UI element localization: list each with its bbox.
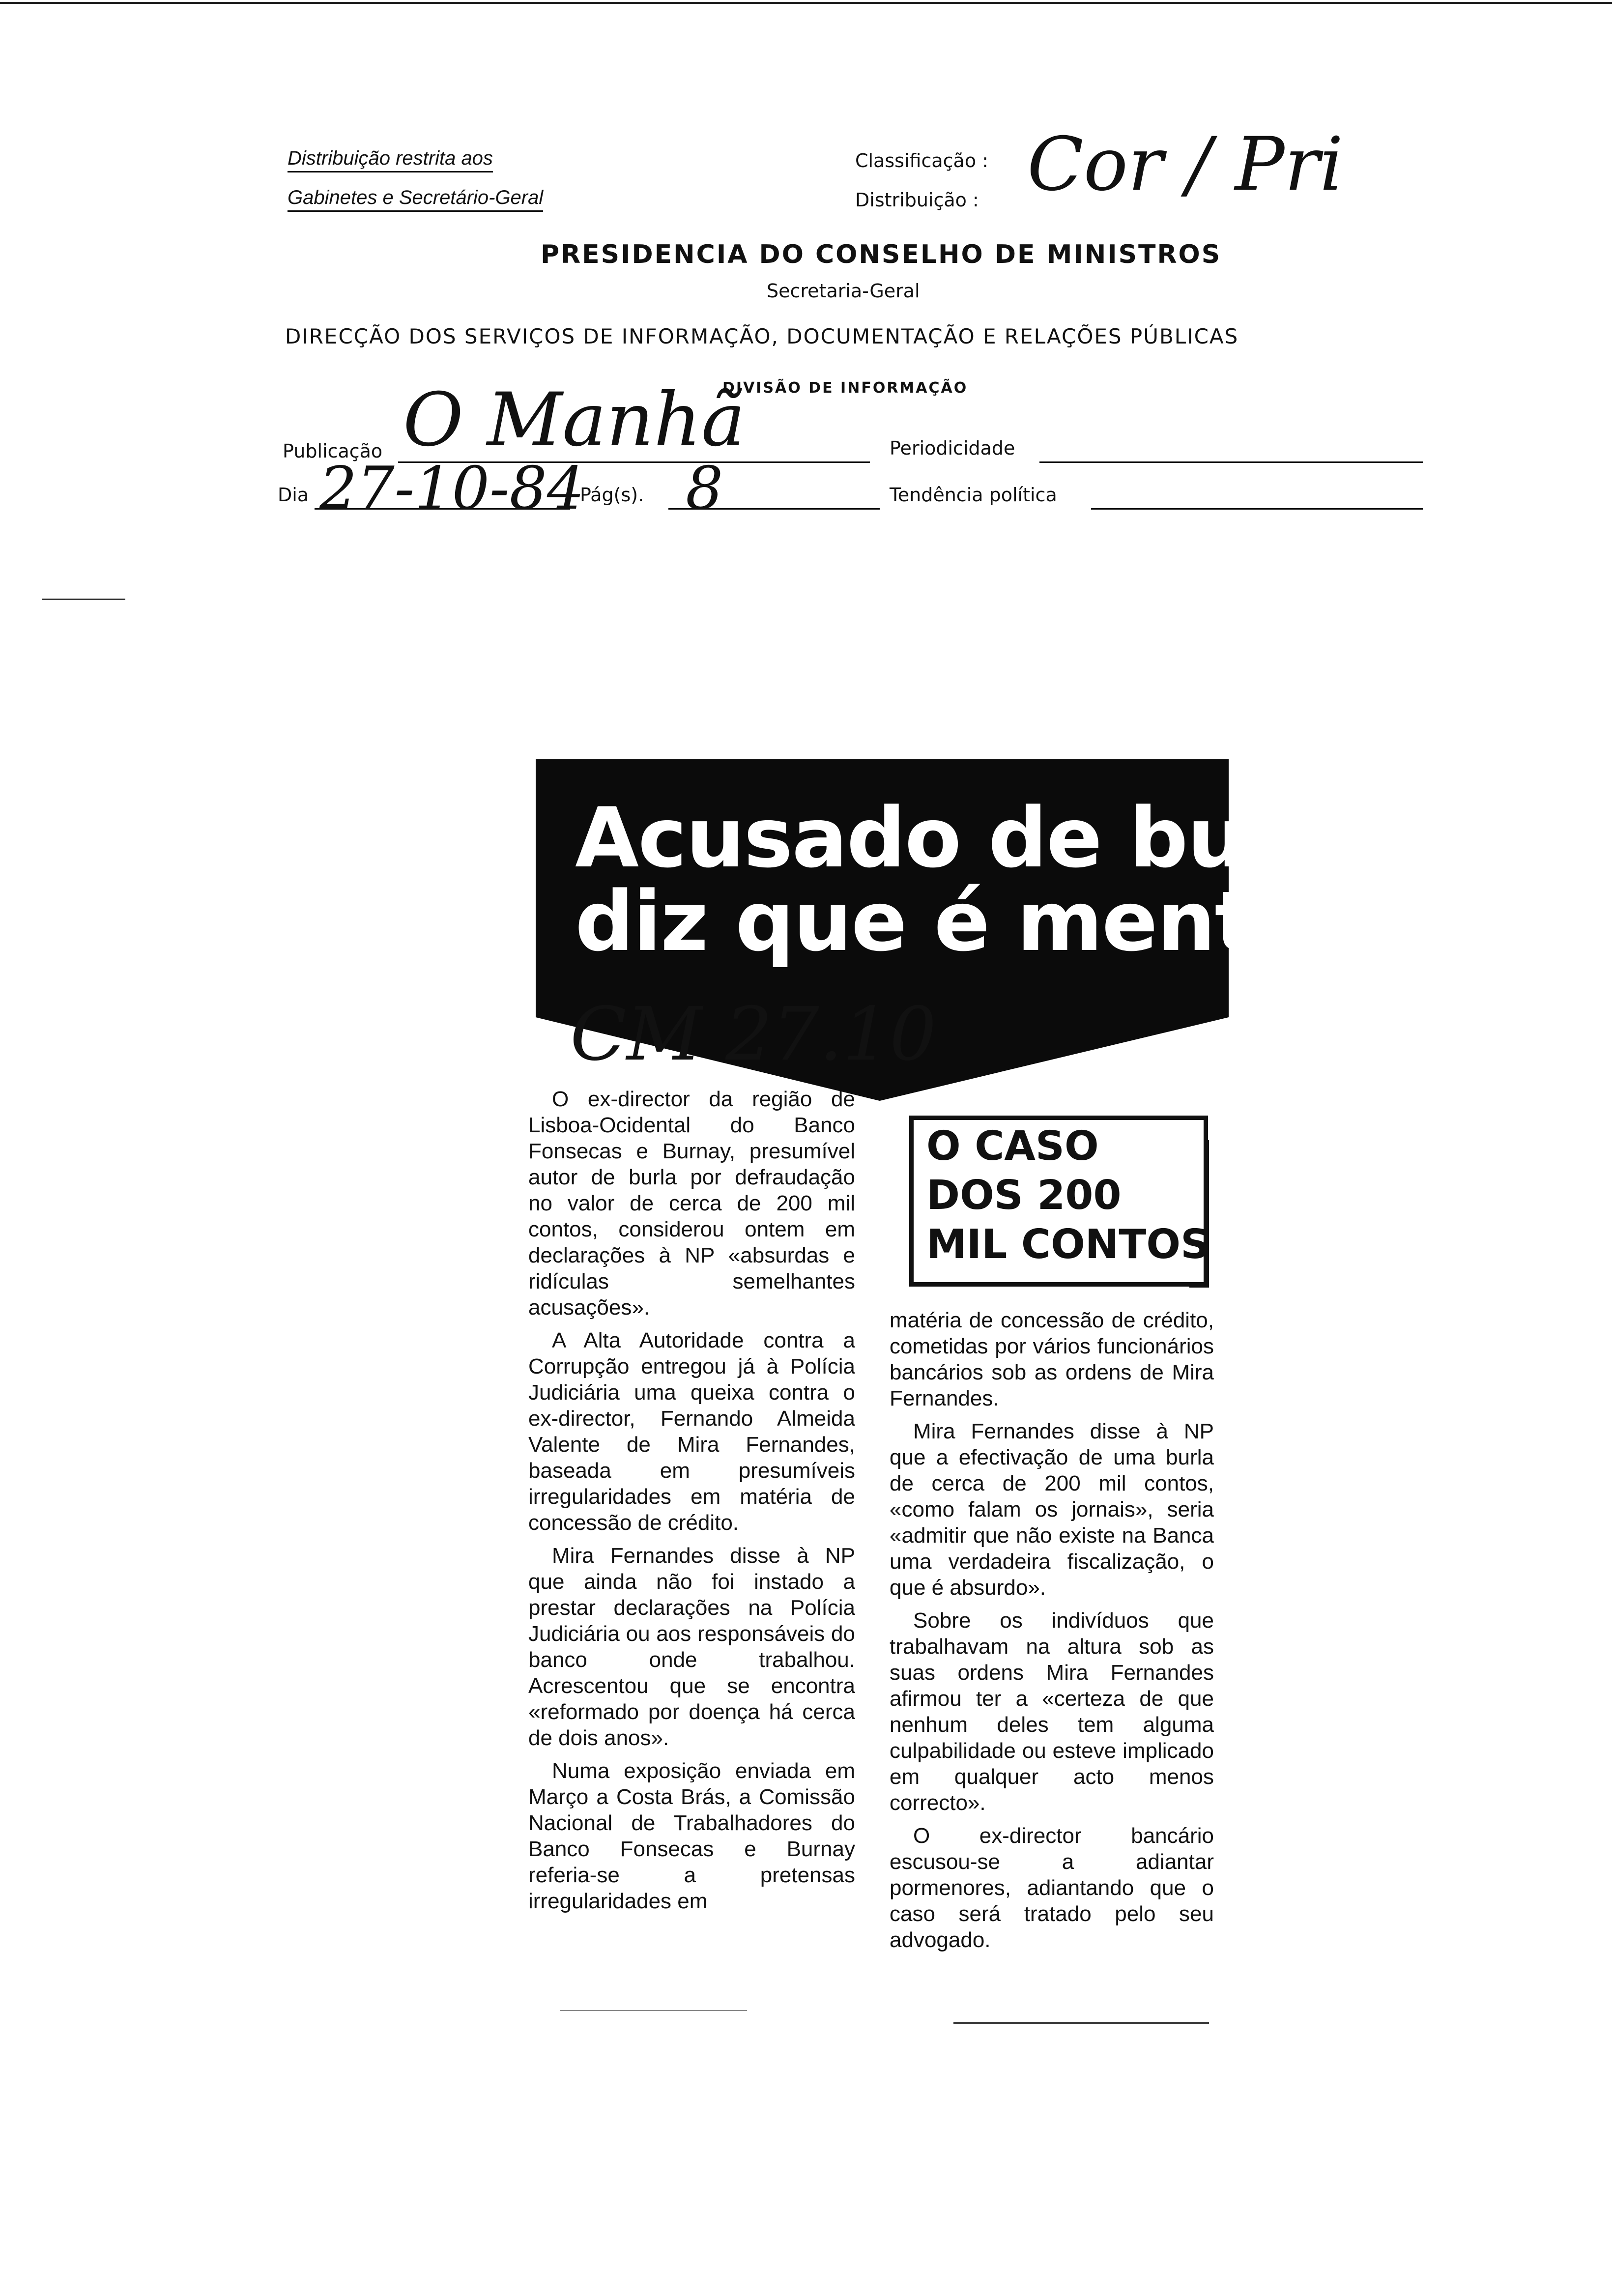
distribuicao-label: Distribuição :	[855, 189, 979, 211]
col1-paragraph: Numa exposição enviada em Março a Costa Brás, a Comissão Nacional de Trabalhadores do Banco Fonsecas e Burnay referia-se a pretensas irregularidades em	[528, 1759, 855, 1913]
col2-paragraph: Mira Fernandes disse à NP que a efectivação de uma burla de cerca de 200 mil contos, «como falam os jornais», seria «admitir que não existe na Banca uma verdadeira fiscalização, o que é absurdo».	[890, 1419, 1214, 1600]
dia-label: Dia	[278, 484, 309, 506]
direccao-servicos: DIRECÇÃO DOS SERVIÇOS DE INFORMAÇÃO, DOCUMENTAÇÃO E RELAÇÕES PÚBLICAS	[285, 324, 1239, 348]
dia-value: 27-10-84	[319, 455, 585, 523]
classificacao-label: Classificação :	[855, 150, 988, 172]
handwritten-date-mark: CM 27.10	[570, 992, 937, 1077]
article-column-1	[528, 1086, 855, 1921]
column-end-rule	[560, 2010, 747, 2011]
pags-line	[668, 506, 880, 510]
distribution-line-1: Distribuição restrita aos	[288, 147, 493, 172]
handwritten-classification: Cor / Pri	[1027, 122, 1344, 207]
pags-label: Pág(s).	[580, 484, 644, 506]
col2-paragraph: matéria de concessão de crédito, cometidas por vários funcionários bancários sob as ordens de Mira Fernandes.	[890, 1308, 1214, 1410]
col2-paragraph: O ex-director bancário escusou-se a adiantar pormenores, adiantando que o caso será tratado pelo seu advogado.	[890, 1824, 1214, 1952]
organization-title: PRESIDENCIA DO CONSELHO DE MINISTROS	[541, 240, 1222, 269]
kicker-line-1: O CASO	[926, 1123, 1099, 1170]
kicker-line-2: DOS 200	[926, 1172, 1122, 1219]
col1-paragraph: Mira Fernandes disse à NP que ainda não foi instado a prestar declarações na Polícia Judiciária ou aos responsáveis do banco onde trabalhou. Acrescentou que se encontra «reformado por doença há cerca de dois anos».	[528, 1544, 855, 1750]
headline-line-2: diz que é mentira	[575, 873, 1375, 970]
article-end-rule	[953, 2022, 1209, 2024]
divisao-informacao: DIVISÃO DE INFORMAÇÃO	[722, 379, 968, 397]
tendencia-line	[1091, 506, 1423, 510]
headline-line-1: Acusado de burla	[575, 790, 1367, 886]
periodicidade-label: Periodicidade	[890, 437, 1015, 459]
publicacao-label: Publicação	[283, 440, 383, 462]
secretaria-geral: Secretaria-Geral	[767, 280, 920, 302]
col2-paragraph: Sobre os indivíduos que trabalhavam na altura sob as suas ordens Mira Fernandes afirmou ter a «certeza de que nenhum deles tem alguma culpabilidade ou esteve implicado em qualquer acto menos correcto».	[890, 1608, 1214, 1815]
publicacao-value: O Manhã	[403, 377, 746, 463]
col1-paragraph: A Alta Autoridade contra a Corrupção entregou já à Polícia Judiciária uma queixa contra o ex-director, Fernando Almeida Valente de Mira Fernandes, baseada em presumíveis irregularidades em matéria de concessão de crédito.	[528, 1328, 855, 1535]
dia-line	[315, 506, 570, 510]
periodicidade-line	[1039, 459, 1423, 463]
top-border-line	[0, 2, 1612, 4]
scan-artifact-line	[42, 599, 125, 600]
pags-value: 8	[686, 455, 723, 523]
col1-paragraph: O ex-director da região de Lisboa-Ocidental do Banco Fonsecas e Burnay, presumível autor de burla por defraudação no valor de cerca de 200 mil contos, considerou ontem em declarações à NP «absurdas e ridículas semelhantes acusações».	[528, 1087, 855, 1320]
tendencia-label: Tendência política	[890, 484, 1057, 506]
distribution-line-2: Gabinetes e Secretário-Geral	[288, 187, 543, 212]
kicker-line-3: MIL CONTOS	[926, 1221, 1210, 1268]
article-column-2	[890, 1307, 1214, 1960]
